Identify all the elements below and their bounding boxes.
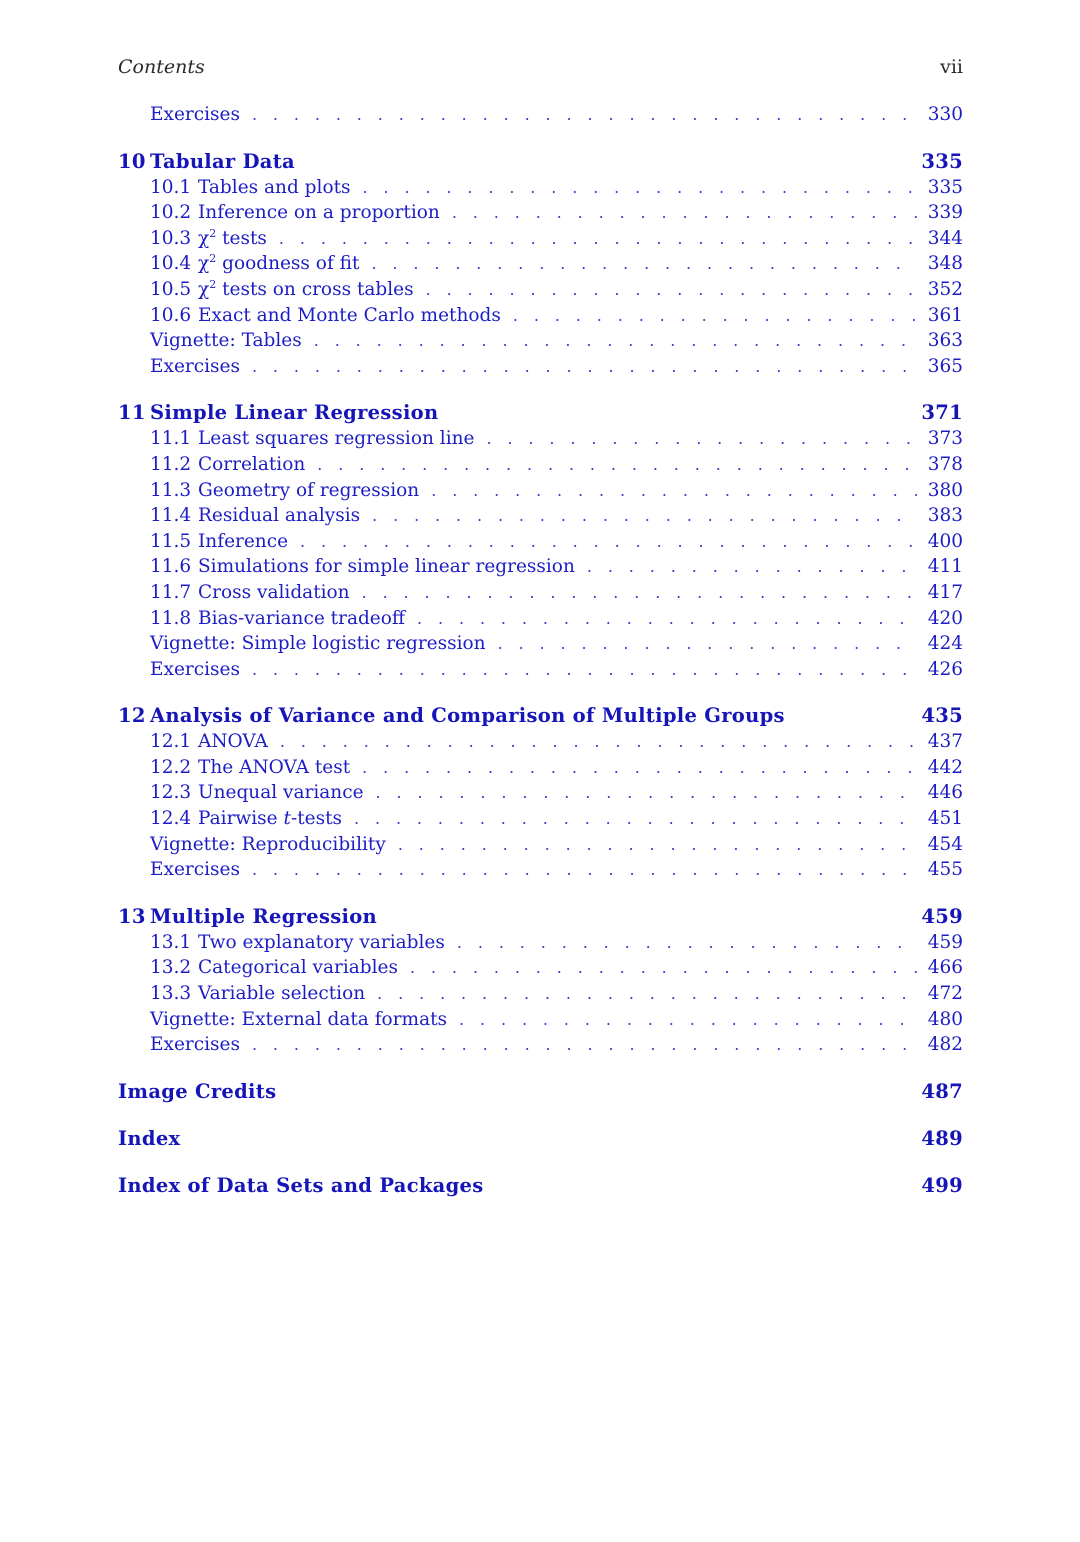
toc-section-entry[interactable] — [118, 478, 963, 504]
dot-leader — [459, 1007, 917, 1033]
toc-entry-title-text: Exercises — [150, 355, 240, 377]
toc-section-entry[interactable] — [118, 529, 963, 555]
toc-entry-number: 10 — [118, 149, 146, 173]
toc-section-entry[interactable] — [118, 981, 963, 1007]
toc-section-entry[interactable] — [118, 200, 963, 226]
toc-entry-title[interactable] — [198, 806, 342, 832]
toc-page-number[interactable]: 426 — [927, 658, 963, 680]
toc-entry-title-text: Vignette: External data formats — [150, 1008, 448, 1030]
toc-page-number[interactable]: 451 — [927, 808, 963, 830]
toc-page-number[interactable]: 335 — [927, 176, 963, 198]
toc-entry-number: 10.3 — [150, 227, 192, 249]
toc-section-entry[interactable] — [118, 277, 963, 303]
running-head-title: Contents — [118, 56, 205, 78]
superscript: 2 — [209, 226, 217, 240]
toc-entry-title[interactable] — [198, 780, 364, 806]
toc-entry-title[interactable] — [150, 400, 438, 426]
toc-chapter-entry[interactable] — [118, 1173, 963, 1199]
toc-entry-number: 11.2 — [150, 453, 192, 475]
toc-chapter-entry[interactable] — [118, 149, 963, 175]
toc-entry-title-text: Correlation — [198, 453, 306, 475]
toc-entry-title-text: Vignette: Simple logistic regression — [150, 633, 486, 655]
dot-leader — [417, 606, 917, 632]
dot-leader — [513, 303, 917, 329]
toc-entry-title-text: tests on cross tables — [222, 278, 414, 300]
toc-entry-title[interactable] — [150, 857, 240, 883]
toc-section-entry[interactable] — [118, 251, 963, 277]
toc-entry-number: 11.5 — [150, 530, 192, 552]
toc-section-entry[interactable] — [118, 657, 963, 683]
toc-page-number[interactable]: 472 — [927, 983, 963, 1005]
toc-page-number[interactable]: 335 — [921, 149, 963, 173]
toc-page-number[interactable]: 446 — [927, 782, 963, 804]
toc-entry-title-text: Pairwise — [198, 808, 278, 830]
toc-entry-number: 12 — [118, 704, 146, 728]
toc-entry-title-text: Inference — [198, 530, 289, 552]
toc-section-entry[interactable] — [118, 955, 963, 981]
dot-leader — [362, 580, 917, 606]
toc-chapter-entry[interactable] — [118, 703, 963, 729]
toc-entry-title[interactable] — [198, 303, 501, 329]
toc-section-entry[interactable] — [118, 832, 963, 858]
dot-leader — [377, 981, 917, 1007]
dot-leader — [317, 452, 917, 478]
toc-entry-title[interactable] — [118, 1126, 180, 1152]
dot-leader — [410, 955, 917, 981]
toc-page-number[interactable]: 400 — [927, 530, 963, 552]
italic-t: t — [283, 808, 291, 830]
toc-section-entry[interactable] — [118, 503, 963, 529]
toc-section-entry[interactable] — [118, 780, 963, 806]
toc-entry-number: 12.1 — [150, 731, 192, 753]
toc-page-number[interactable]: 380 — [927, 479, 963, 501]
toc-entry-title-text: Exercises — [150, 658, 240, 680]
toc-entry-title-text: Index — [118, 1126, 181, 1150]
toc-page-number[interactable]: 420 — [927, 607, 963, 629]
toc-page-number[interactable]: 487 — [921, 1079, 963, 1103]
dot-leader — [363, 175, 917, 201]
toc-entry-title-text: Tables and plots — [198, 176, 351, 198]
toc-entry-title[interactable] — [198, 981, 365, 1007]
toc-section-entry[interactable] — [118, 554, 963, 580]
toc-entry-title[interactable] — [198, 580, 350, 606]
toc-entry-number: 11 — [118, 401, 146, 425]
dot-leader — [498, 631, 917, 657]
toc-entry-number: 11.8 — [150, 607, 192, 629]
toc-section-entry[interactable] — [118, 328, 963, 354]
toc-entry-title-text: Cross validation — [198, 581, 350, 603]
toc-page-number[interactable]: 499 — [921, 1173, 963, 1197]
toc-entry-number: 12.3 — [150, 782, 192, 804]
toc-entry-title[interactable] — [150, 703, 785, 729]
toc-entry-title-text: tests — [222, 227, 267, 249]
dot-leader — [252, 102, 917, 128]
toc-page-number[interactable]: 371 — [921, 401, 963, 425]
toc-entry-number: 10.1 — [150, 176, 192, 198]
toc-page-number[interactable]: 361 — [927, 304, 963, 326]
toc-page-number[interactable]: 454 — [927, 833, 963, 855]
toc-section-entry[interactable] — [118, 755, 963, 781]
toc-page — [118, 56, 963, 1199]
toc-entry-title[interactable] — [118, 1173, 484, 1199]
toc-entry-title-text: Exercises — [150, 1034, 240, 1056]
toc-entry-number: 13 — [118, 904, 146, 928]
toc-page-number[interactable]: 363 — [927, 330, 963, 352]
toc-entry-title[interactable] — [198, 478, 419, 504]
toc-page-number[interactable]: 330 — [927, 104, 963, 125]
dot-leader — [452, 200, 917, 226]
toc-entry-number: 12.2 — [150, 756, 192, 778]
toc-entry-title[interactable] — [150, 354, 240, 380]
toc-entry-title[interactable] — [198, 277, 414, 303]
chi-symbol: χ — [198, 227, 210, 249]
running-head — [118, 56, 963, 86]
dot-leader — [280, 729, 917, 755]
toc-section-entry[interactable] — [118, 857, 963, 883]
toc-section-entry[interactable] — [118, 175, 963, 201]
toc-page-number[interactable]: 455 — [927, 859, 963, 881]
toc-entry-title[interactable] — [118, 1079, 276, 1105]
dot-leader — [252, 354, 917, 380]
toc-entry-number: 11.1 — [150, 428, 192, 450]
toc-entry-number: 13.2 — [150, 957, 192, 979]
toc-entry-number: 11.6 — [150, 556, 192, 578]
toc-page-number[interactable]: 466 — [927, 957, 963, 979]
toc-page-number[interactable]: 424 — [927, 633, 963, 655]
toc-entry-number: 10.2 — [150, 202, 192, 224]
toc-entry-title-text: Inference on a proportion — [198, 202, 440, 224]
toc-page-number[interactable]: 378 — [927, 453, 963, 475]
toc-page-number[interactable]: 480 — [927, 1008, 963, 1030]
toc-entry-title-text: Variable selection — [198, 983, 366, 1005]
toc-page-number[interactable]: 437 — [927, 731, 963, 753]
toc-section-entry[interactable] — [118, 729, 963, 755]
dot-leader — [252, 1032, 917, 1058]
dot-leader — [457, 930, 917, 956]
toc-entry-title[interactable] — [150, 328, 302, 354]
toc-page-number[interactable]: 383 — [927, 505, 963, 527]
toc-entry-title[interactable] — [198, 529, 288, 555]
toc-entry-title-text: Exercises — [150, 104, 240, 125]
toc-entry-title-text: Residual analysis — [198, 505, 361, 527]
toc-entry-title-text: Tabular Data — [150, 149, 295, 173]
dot-leader — [252, 657, 917, 683]
toc-entry-title[interactable] — [198, 452, 305, 478]
table-of-contents — [118, 102, 963, 1199]
toc-entry-number: 11.3 — [150, 479, 192, 501]
toc-page-number[interactable]: 482 — [927, 1034, 963, 1056]
dot-leader — [314, 328, 917, 354]
superscript: 2 — [209, 277, 217, 291]
dot-leader — [371, 251, 917, 277]
toc-section-entry[interactable] — [118, 226, 963, 252]
toc-entry-number: 11.7 — [150, 581, 192, 603]
toc-page-number[interactable]: 373 — [927, 428, 963, 450]
toc-entry-title[interactable] — [150, 904, 377, 930]
toc-entry-title[interactable] — [198, 175, 351, 201]
toc-entry-title-text: Vignette: Tables — [150, 330, 302, 352]
dot-leader — [372, 503, 917, 529]
toc-entry-title-text: Two explanatory variables — [198, 931, 445, 953]
toc-entry-title[interactable] — [150, 1007, 447, 1033]
toc-section-entry[interactable] — [118, 606, 963, 632]
toc-entry-number: 10.5 — [150, 278, 192, 300]
toc-entry-title[interactable] — [198, 226, 267, 252]
title-suffix: -tests — [290, 808, 342, 830]
toc-entry-title[interactable] — [150, 149, 295, 175]
toc-entry-title[interactable] — [150, 1032, 240, 1058]
toc-entry-number: 13.3 — [150, 983, 192, 1005]
toc-page-number[interactable]: 365 — [927, 355, 963, 377]
toc-section-entry[interactable] — [118, 426, 963, 452]
toc-section-entry[interactable] — [118, 102, 963, 128]
toc-entry-number: 12.4 — [150, 808, 192, 830]
toc-section-entry[interactable] — [118, 580, 963, 606]
toc-entry-title-text: Geometry of regression — [198, 479, 420, 501]
toc-page-number[interactable]: 348 — [927, 253, 963, 275]
toc-page-number[interactable]: 344 — [927, 227, 963, 249]
dot-leader — [398, 832, 917, 858]
toc-entry-title[interactable] — [198, 955, 398, 981]
dot-leader — [354, 806, 917, 832]
toc-section-entry[interactable] — [118, 1032, 963, 1058]
toc-page-number[interactable]: 459 — [921, 904, 963, 928]
toc-chapter-entry[interactable] — [118, 904, 963, 930]
toc-entry-title[interactable] — [198, 200, 440, 226]
toc-entry-title-text: Analysis of Variance and Comparison of Multiple Groups — [150, 704, 785, 728]
toc-section-entry[interactable] — [118, 452, 963, 478]
toc-entry-title-text: Unequal variance — [198, 782, 364, 804]
toc-section-entry[interactable] — [118, 1007, 963, 1033]
toc-chapter-entry[interactable] — [118, 1126, 963, 1152]
toc-entry-title-text: Exercises — [150, 859, 240, 881]
toc-entry-title-text: Multiple Regression — [150, 904, 377, 928]
toc-entry-title[interactable] — [198, 606, 405, 632]
dot-leader — [431, 478, 917, 504]
toc-entry-title[interactable] — [150, 102, 240, 128]
toc-entry-title-text: Simple Linear Regression — [150, 401, 439, 425]
toc-entry-title[interactable] — [198, 554, 575, 580]
toc-entry-title-text: The ANOVA test — [198, 756, 351, 778]
running-head-page-number: vii — [940, 56, 963, 78]
toc-section-entry[interactable] — [118, 631, 963, 657]
toc-page-number[interactable]: 489 — [921, 1126, 963, 1150]
toc-entry-number: 11.4 — [150, 505, 192, 527]
toc-chapter-entry[interactable] — [118, 1079, 963, 1105]
toc-entry-number: 13.1 — [150, 931, 192, 953]
toc-page-number[interactable]: 352 — [927, 278, 963, 300]
dot-leader — [300, 529, 917, 555]
toc-entry-title[interactable] — [198, 426, 474, 452]
toc-entry-number: 10.4 — [150, 253, 192, 275]
toc-entry-title[interactable] — [198, 729, 268, 755]
toc-page-number[interactable]: 411 — [927, 556, 963, 578]
toc-entry-title-text: Categorical variables — [198, 957, 398, 979]
toc-entry-title-text: ANOVA — [198, 731, 268, 753]
superscript: 2 — [209, 252, 217, 266]
toc-section-entry[interactable] — [118, 303, 963, 329]
toc-entry-title-text: Vignette: Reproducibility — [150, 833, 386, 855]
toc-section-entry[interactable] — [118, 354, 963, 380]
toc-entry-title-text: goodness of fit — [222, 253, 360, 275]
toc-entry-title-text: Image Credits — [118, 1079, 277, 1103]
dot-leader — [426, 277, 917, 303]
toc-section-entry[interactable] — [118, 930, 963, 956]
toc-entry-title[interactable] — [150, 631, 486, 657]
toc-entry-title-text: Index of Data Sets and Packages — [118, 1173, 484, 1197]
toc-section-entry[interactable] — [118, 806, 963, 832]
toc-entry-title-text: Simulations for simple linear regression — [198, 556, 575, 578]
toc-entry-title[interactable] — [150, 657, 240, 683]
toc-entry-title[interactable] — [198, 930, 445, 956]
dot-leader — [486, 426, 917, 452]
dot-leader — [362, 755, 917, 781]
chi-symbol: χ — [198, 278, 210, 300]
chi-symbol: χ — [198, 253, 210, 275]
toc-page-number[interactable]: 435 — [921, 704, 963, 728]
dot-leader — [376, 780, 917, 806]
toc-page-number[interactable]: 417 — [927, 581, 963, 603]
toc-entry-title[interactable] — [198, 251, 359, 277]
toc-entry-title-text: Least squares regression line — [198, 428, 475, 450]
toc-entry-title[interactable] — [198, 503, 360, 529]
toc-entry-title[interactable] — [198, 755, 350, 781]
toc-entry-title[interactable] — [150, 832, 386, 858]
dot-leader — [252, 857, 917, 883]
toc-entry-number: 10.6 — [150, 304, 192, 326]
dot-leader — [279, 226, 917, 252]
toc-page-number[interactable]: 442 — [927, 756, 963, 778]
toc-chapter-entry[interactable] — [118, 400, 963, 426]
toc-page-number[interactable]: 459 — [927, 931, 963, 953]
toc-entry-title-text: Bias-variance tradeoff — [198, 607, 406, 629]
toc-entry-title-text: Exact and Monte Carlo methods — [198, 304, 501, 326]
toc-page-number[interactable]: 339 — [927, 202, 963, 224]
dot-leader — [587, 554, 917, 580]
